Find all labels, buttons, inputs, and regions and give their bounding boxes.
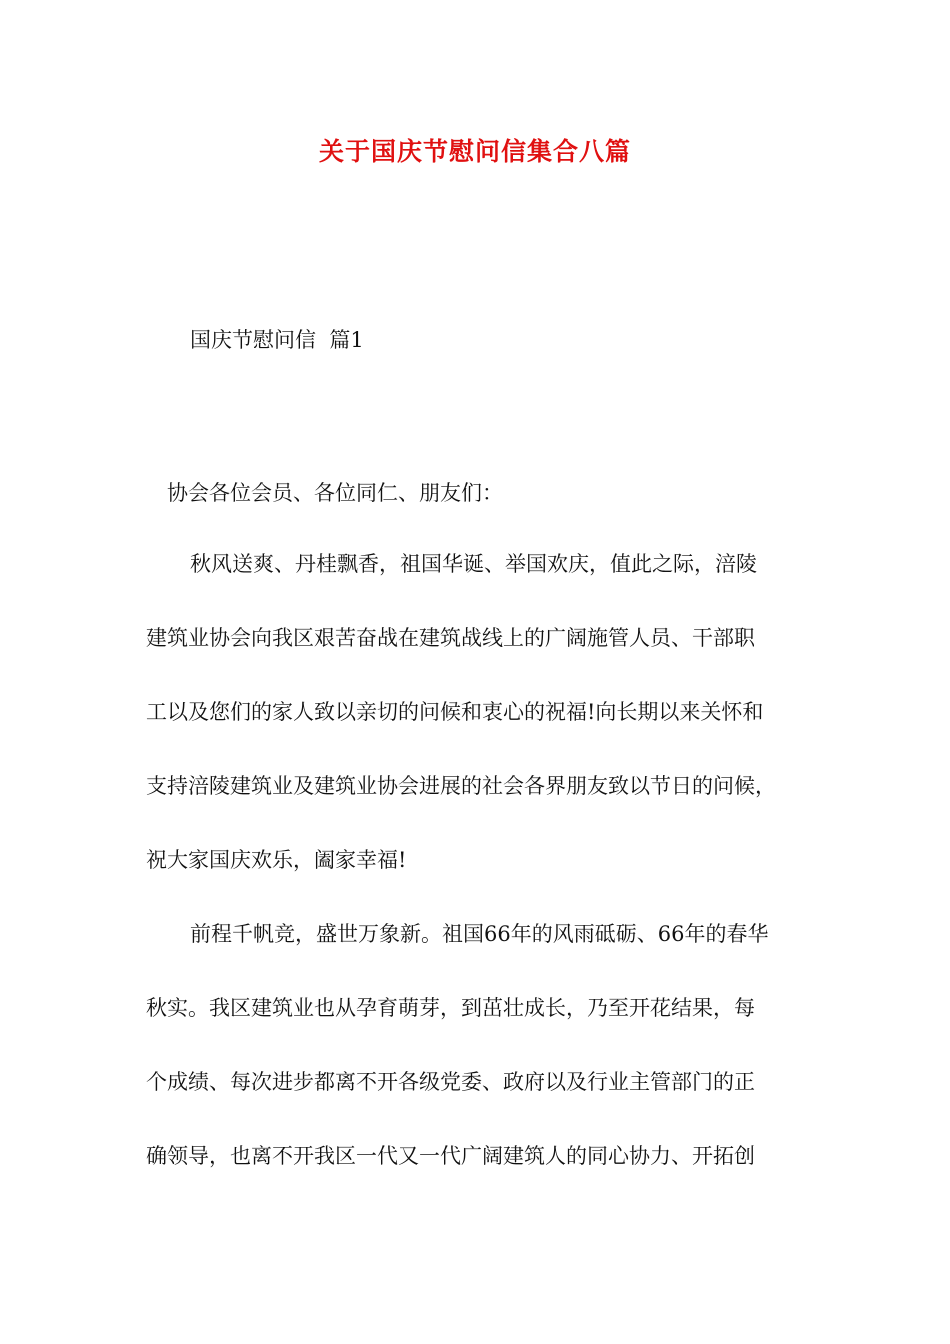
- section-heading: 国庆节慰问信 篇1: [190, 328, 364, 352]
- paragraph-line: 前程千帆竞，盛世万象新。祖国66年的风雨砥砺、66年的春华: [190, 922, 769, 946]
- paragraph-line: 个成绩、每次进步都离不开各级党委、政府以及行业主管部门的正: [146, 1070, 755, 1094]
- paragraph-line: 秋实。我区建筑业也从孕育萌芽，到茁壮成长，乃至开花结果，每: [146, 996, 755, 1020]
- document-title: 关于国庆节慰问信集合八篇: [318, 137, 631, 166]
- paragraph-line: 工以及您们的家人致以亲切的问候和衷心的祝福!向长期以来关怀和: [146, 700, 764, 724]
- paragraph-line: 确领导，也离不开我区一代又一代广阔建筑人的同心协力、开拓创: [146, 1144, 755, 1168]
- paragraph-line: 支持涪陵建筑业及建筑业协会进展的社会各界朋友致以节日的问候，: [146, 774, 776, 798]
- paragraph-line: 祝大家国庆欢乐，阖家幸福!: [146, 848, 407, 872]
- paragraph-2: [146, 897, 836, 1193]
- paragraph-1: [146, 527, 836, 897]
- paragraph-line: 秋风送爽、丹桂飘香，祖国华诞、举国欢庆，值此之际，涪陵: [190, 552, 757, 576]
- paragraph-line: 建筑业协会向我区艰苦奋战在建筑战线上的广阔施管人员、干部职: [146, 626, 755, 650]
- salutation: 协会各位会员、各位同仁、朋友们：: [167, 481, 503, 505]
